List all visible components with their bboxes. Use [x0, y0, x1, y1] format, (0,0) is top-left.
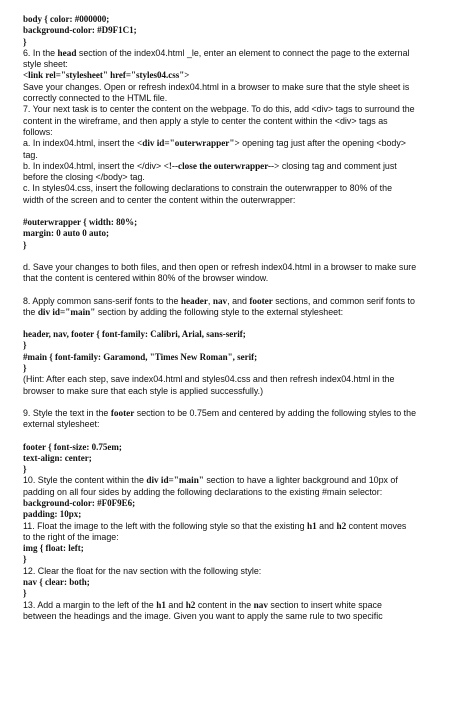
text-segment: and [165, 599, 186, 610]
bold-term: h1 [156, 599, 166, 610]
bold-term: h1 [307, 520, 317, 531]
text-line: external stylesheet: [23, 419, 100, 430]
code-line: <link rel="stylesheet" href="styles04.css"> [23, 70, 190, 81]
text-line: content in the wireframe, and then apply a style to center the content within the <div> tags as [23, 115, 388, 126]
code-line: } [23, 36, 27, 47]
code-line: } [23, 340, 27, 351]
text-line [23, 475, 455, 486]
text-line [23, 600, 455, 611]
text-line: tag. [23, 149, 38, 160]
text-line: 12. Clear the float for the nav section with the following style: [23, 565, 262, 576]
paragraph-gap [23, 285, 455, 296]
code-line: footer { font-size: 0.75em; [23, 441, 122, 452]
text-line: d. Save your changes to both files, and then open or refresh index04.html in a browser to make sure [23, 261, 417, 272]
text-segment: section of the index04.html _le, enter an element to connect the page to the external [76, 47, 410, 58]
text-segment: section to have a lighter background and 10px of [203, 475, 398, 486]
text-segment: the [23, 306, 38, 317]
text-segment: 11. Float the image to the left with the following style so that the existing [23, 520, 307, 531]
text-segment: opening tag just after the opening <body> [239, 138, 406, 149]
text-segment: closing tag and comment just [279, 160, 397, 171]
paragraph-gap [23, 251, 455, 262]
text-segment: sections, and common serif fonts to [272, 295, 415, 306]
bold-term: header [180, 295, 208, 306]
bold-term: h2 [336, 520, 347, 531]
code-line: body { color: #000000; [23, 14, 110, 24]
code-line: img { float: left; [23, 543, 84, 554]
text-segment: 6. In the [23, 47, 58, 58]
text-line: to the right of the image: [23, 531, 119, 542]
text-line: (Hint: After each step, save index04.html and styles04.css and then refresh index04.html in the [23, 374, 395, 385]
text-line [23, 296, 455, 307]
code-line: background-color: #F0F9E6; [23, 497, 136, 508]
paragraph-gap [23, 318, 455, 329]
text-line: padding on all four sides by adding the following declarations to the existing #main selector: [23, 486, 383, 497]
text-segment: b. In index04.html, insert the </div> [23, 160, 164, 171]
text-segment: section to be 0.75em and centered by adding the following styles to the [134, 407, 417, 418]
text-line: correctly connected to the HTML file. [23, 93, 168, 104]
bold-term: footer [110, 407, 135, 418]
document-page [23, 14, 455, 622]
text-segment: 9. Style the text in the [23, 407, 111, 418]
bold-term: nav [212, 295, 228, 306]
text-line [23, 521, 455, 532]
code-line: } [23, 363, 27, 374]
code-line: #main { font-family: Garamond, "Times New Roman", serif; [23, 351, 258, 362]
bold-term: footer [249, 295, 273, 306]
bold-term: <div id="outerwrapper"> [136, 138, 240, 149]
code-line: #outerwrapper { width: 80%; [23, 217, 138, 228]
code-line: header, nav, footer { font-family: Calibri, Arial, sans-serif; [23, 329, 246, 340]
text-line: 7. Your next task is to center the content on the webpage. To do this, add <div> tags to surround the [23, 104, 415, 115]
code-line: } [23, 239, 27, 250]
code-line: } [23, 554, 27, 565]
text-segment: content in the [195, 599, 254, 610]
bold-term: <!--close the outerwrapper--> [163, 160, 280, 171]
text-line [23, 161, 455, 172]
text-segment: , and [227, 295, 250, 306]
code-line: background-color: #D9F1C1; [23, 25, 137, 36]
text-line: before the closing </body> tag. [23, 172, 145, 183]
bold-term: nav [253, 599, 268, 610]
text-line [23, 138, 455, 149]
code-line: nav { clear: both; [23, 577, 90, 588]
code-line: } [23, 588, 27, 599]
bold-term: h2 [185, 599, 196, 610]
text-segment: section by adding the following style to the external stylesheet: [95, 306, 344, 317]
text-line: width of the screen and to center the content within the outerwrapper: [23, 194, 296, 205]
code-line: padding: 10px; [23, 509, 82, 520]
text-line [23, 48, 455, 59]
code-line: margin: 0 auto 0 auto; [23, 228, 109, 239]
text-line: style sheet: [23, 59, 68, 70]
text-segment: , [207, 295, 213, 306]
bold-term: div id="main" [37, 306, 96, 317]
text-line: browser to make sure that each style is applied successfully.) [23, 385, 264, 396]
bold-term: div id="main" [146, 475, 204, 486]
text-segment: 8. Apply common sans-serif fonts to the [23, 295, 181, 306]
text-line: that the content is centered within 80% of the browser window. [23, 273, 269, 284]
text-line: Save your changes. Open or refresh index04.html in a browser to make sure that the style sheet is [23, 81, 410, 92]
text-line: follows: [23, 126, 53, 137]
text-segment: and [316, 520, 337, 531]
bold-term: head [57, 47, 77, 58]
text-line: between the headings and the image. Given you want to apply the same rule to two specific [23, 610, 383, 621]
text-line: c. In styles04.css, insert the following declarations to constrain the outerwrapper to 80% of the [23, 183, 393, 194]
code-line: } [23, 464, 27, 475]
text-segment: section to insert white space [267, 599, 382, 610]
text-segment: 10. Style the content within the [23, 475, 147, 486]
text-segment: content moves [346, 520, 407, 531]
text-segment: 13. Add a margin to the left of the [23, 599, 157, 610]
paragraph-gap [23, 206, 455, 217]
text-line [23, 408, 455, 419]
paragraph-gap [23, 431, 455, 442]
text-segment: a. In index04.html, insert the [23, 138, 137, 149]
text-line [23, 307, 455, 318]
paragraph-gap [23, 397, 455, 408]
code-line: text-align: center; [23, 452, 92, 463]
